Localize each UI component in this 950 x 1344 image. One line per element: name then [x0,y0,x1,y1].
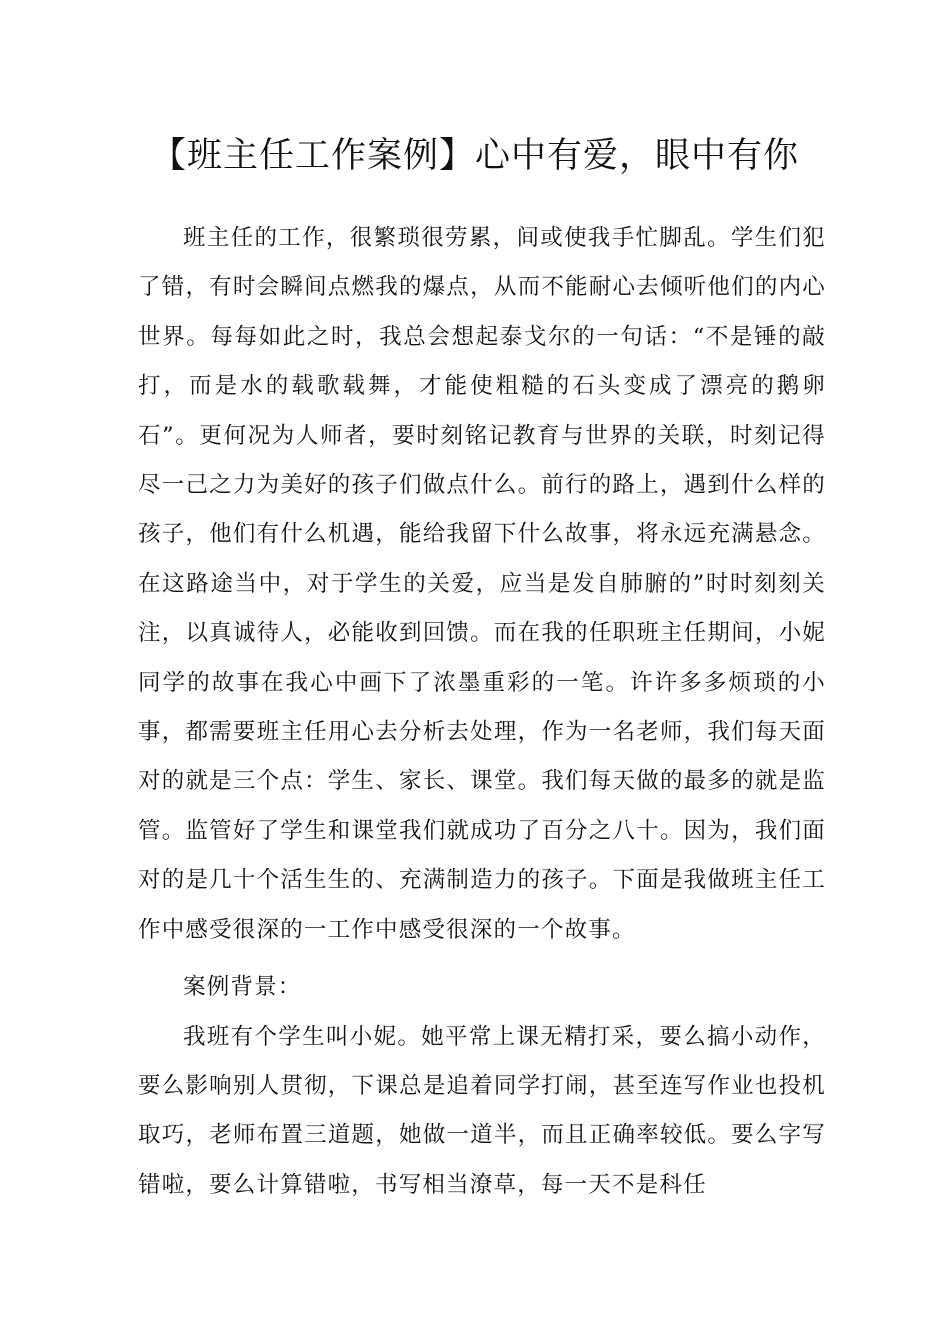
paragraph-intro: 班主任的工作，很繁琐很劳累，间或使我手忙脚乱。学生们犯了错，有时会瞬间点燃我的爆点，从而不能耐心去倾听他们的内心世界。每每如此之时，我总会想起泰戈尔的一句话：“不是锤的敲打，而是水的载歌载舞，才能使粗糙的石头变成了漂亮的鹅卵石”。更何况为人师者，要时刻铭记教育与世界的关联，时刻记得尽一己之力为美好的孩子们做点什么。前行的路上，遇到什么样的孩子，他们有什么机遇，能给我留下什么故事，将永远充满悬念。在这路途当中，对于学生的关爱，应当是发自肺腑的”时时刻刻关注，以真诚待人，必能收到回馈。而在我的任职班主任期间，小妮同学的故事在我心中画下了浓墨重彩的一笔。许许多多烦琐的小事，都需要班主任用心去分析去处理，作为一名老师，我们每天面对的就是三个点：学生、家长、课堂。我们每天做的最多的就是监管。监管好了学生和课堂我们就成功了百分之八十。因为，我们面对的是几十个活生生的、充满制造力的孩子。下面是我做班主任工作中感受很深的一工作中感受很深的一个故事。 [138,225,826,943]
paragraph-case-background-heading: 案例背景： [183,974,302,1001]
paragraph-case-background: 我班有个学生叫小妮。她平常上课无精打采，要么搞小动作，要么影响别人贯彻，下课总是追着同学打闹，甚至连写作业也投机取巧，老师布置三道题，她做一道半，而且正确率较低。要么字写错啦，要么计算错啦，书写相当潦草，每一天不是科任 [138,1023,826,1198]
document-body [138,214,826,1210]
document-title: 【班主任工作案例】心中有爱，眼中有你 [150,136,799,176]
